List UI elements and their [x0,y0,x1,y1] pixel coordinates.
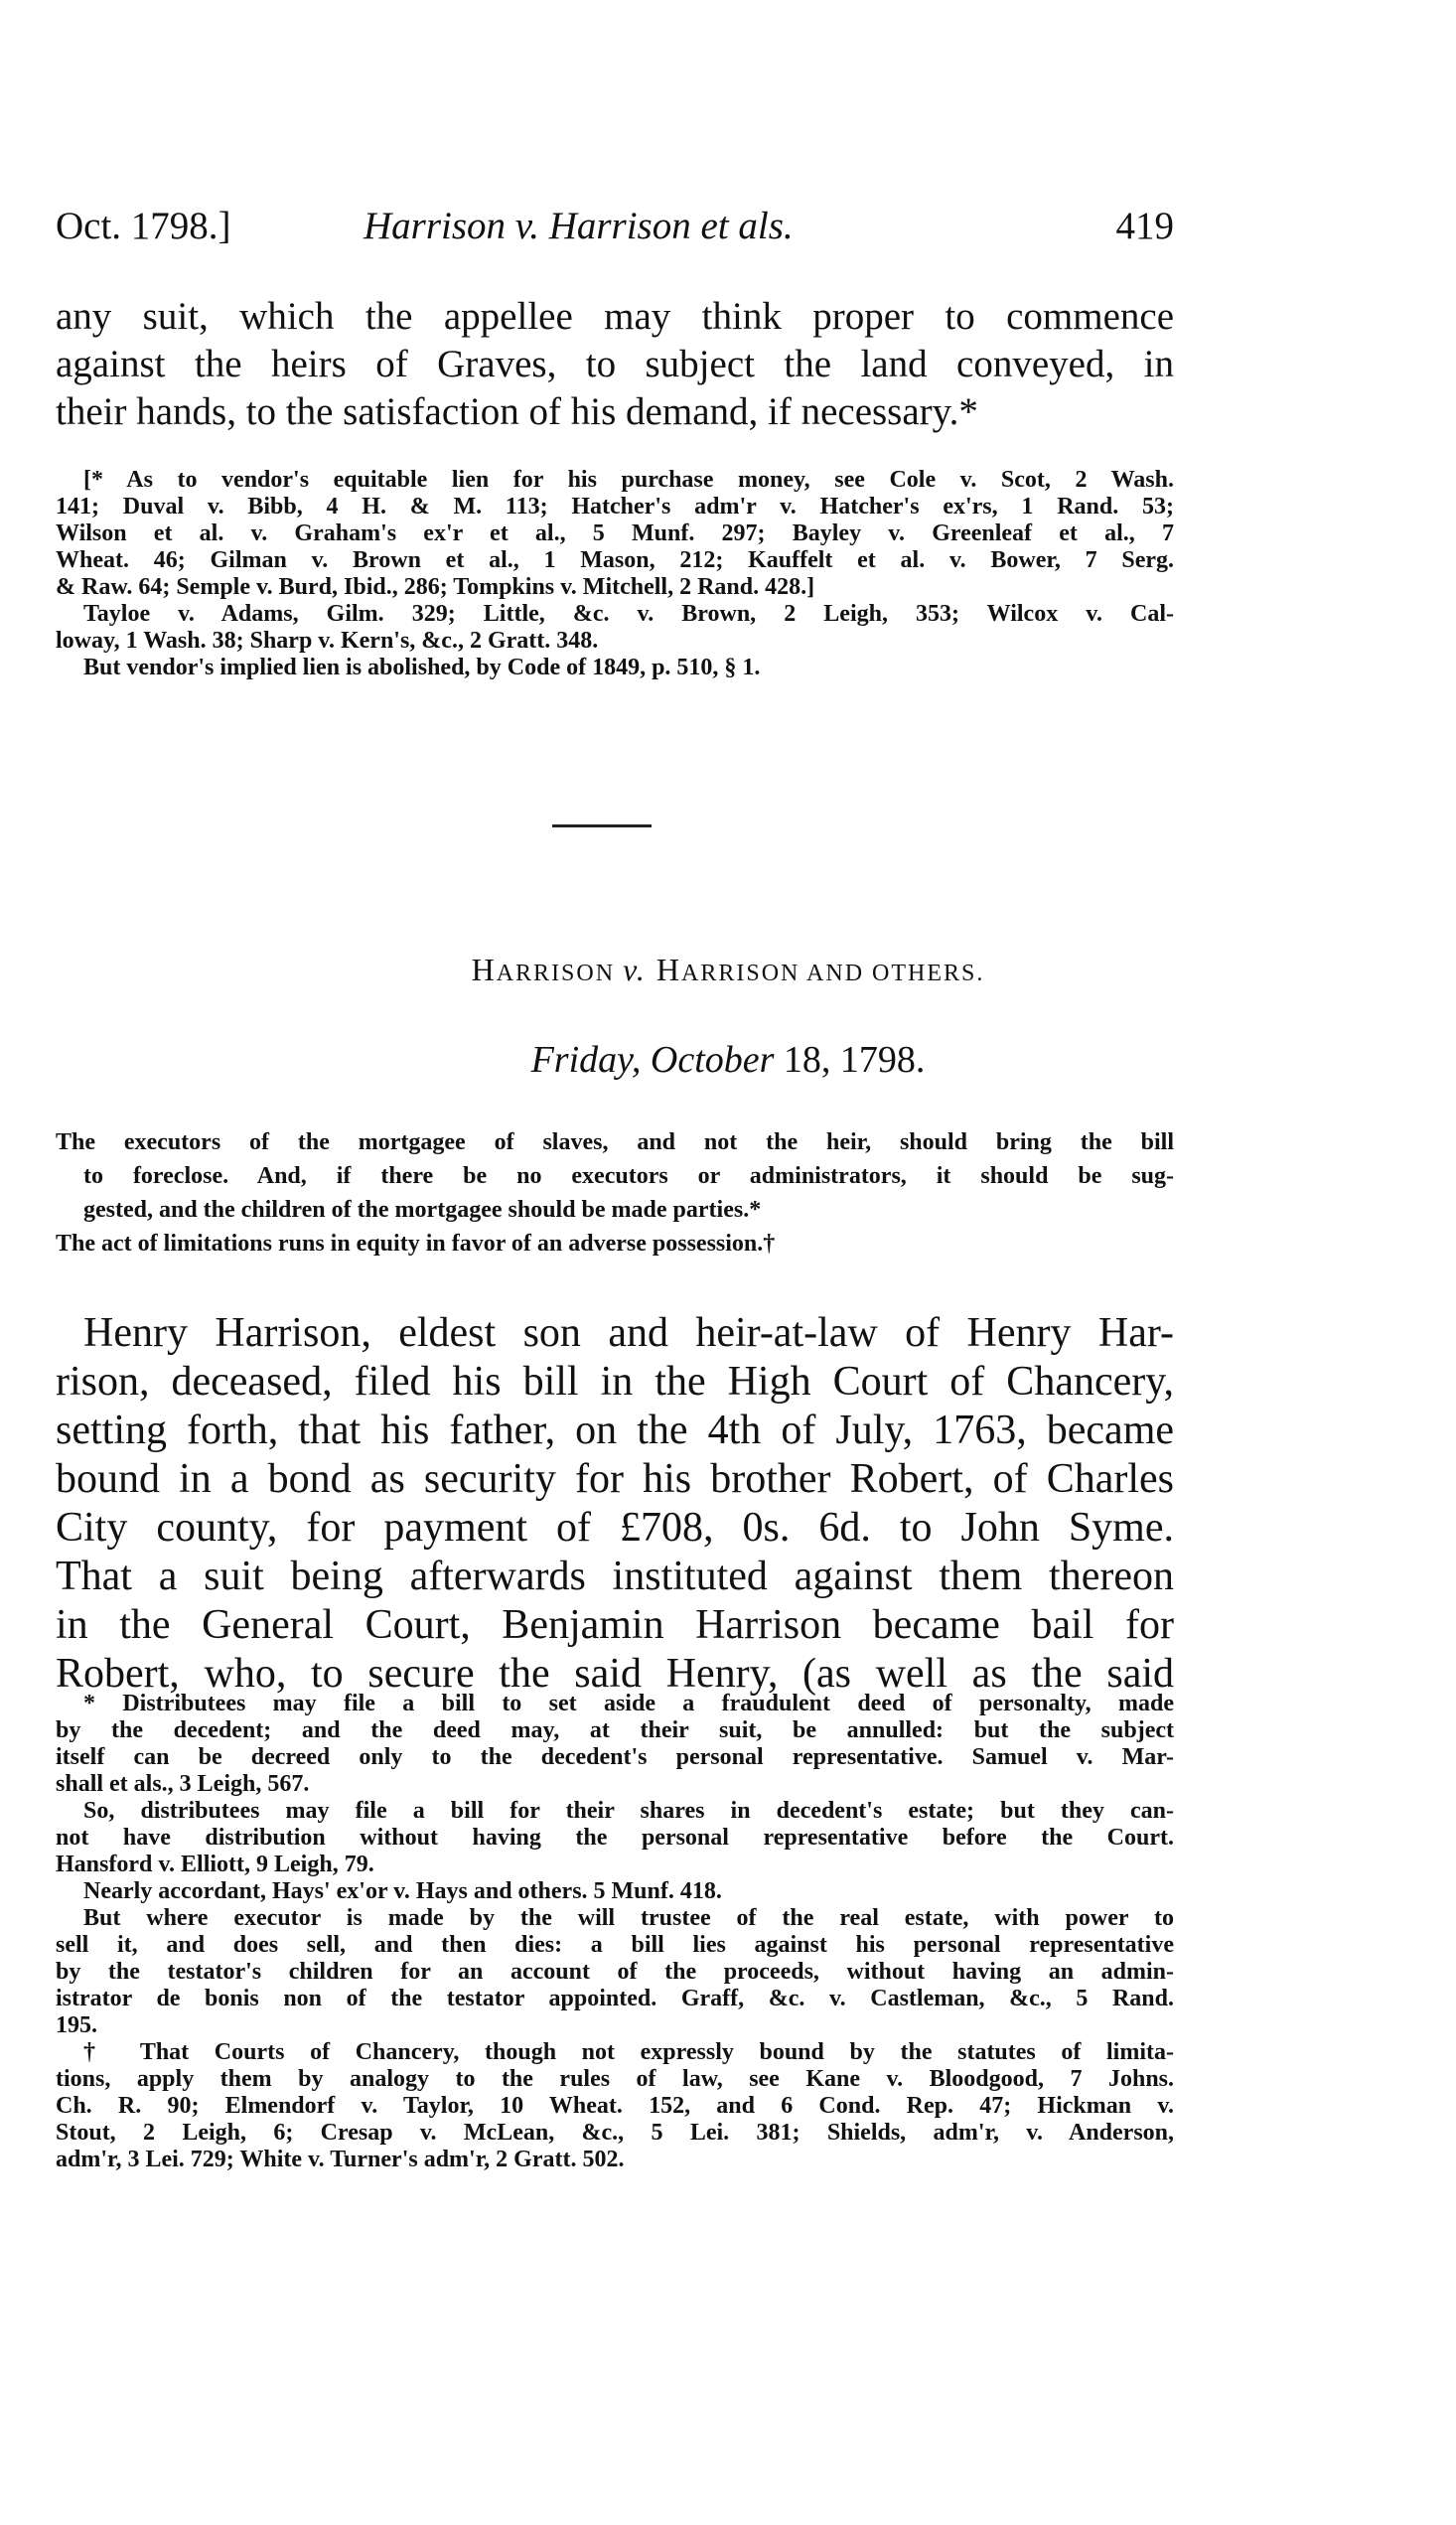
footnote-line: tions, apply them by analogy to the rules of law, see Kane v. Bloodgood, 7 Johns. [56,2066,1174,2092]
running-header [56,204,1174,263]
date-day: Friday, [530,1039,642,1081]
case-title [0,952,1456,988]
footnote-line: 141; Duval v. Bibb, 4 H. & M. 113; Hatcher's adm'r v. Hatcher's ex'rs, 1 Rand. 53; [56,494,1174,520]
footnote-line: Wheat. 46; Gilman v. Brown et al., 1 Mason, 212; Kauffelt et al. v. Bower, 7 Serg. [56,547,1174,573]
body-line: in the General Court, Benjamin Harrison became bail for [56,1602,1174,1648]
footnote-line: Nearly accordant, Hays' ex'or v. Hays and others. 5 Munf. 418. [83,1878,722,1904]
header-date: Oct. 1798.] [56,205,231,247]
footnote-vendor-lien [56,467,1174,681]
date-month: October [650,1039,775,1081]
carryover-paragraph [56,293,1174,436]
footnote-line: istrator de bonis non of the testator appointed. Graff, &c. v. Castleman, &c., 5 Rand. [56,1986,1174,2011]
footnote-line: Ch. R. 90; Elmendorf v. Taylor, 10 Wheat. 152, and 6 Cond. Rep. 47; Hickman v. [56,2093,1174,2119]
footnote-line: sell it, and does sell, and then dies: a bill lies against his personal representative [56,1932,1174,1958]
footnote-line: But where executor is made by the will trustee of the real estate, with power to [83,1905,1174,1931]
footnote-line: by the decedent; and the deed may, at their suit, be annulled: but the subject [56,1717,1174,1743]
section-divider [552,824,652,827]
footnote-line: 195. [56,2012,97,2038]
title-versus: v. [623,952,647,987]
footnotes-bottom [56,1691,1174,2173]
decision-date [0,1038,1456,1082]
title-initial: H [471,952,497,987]
footnote-line: * Distributees may file a bill to set aside a fraudulent deed of personalty, made [83,1691,1174,1716]
body-line: Robert, who, to secure the said Henry, (as well as the said [56,1651,1174,1697]
body-line: bound in a bond as security for his brother Robert, of Charles [56,1456,1174,1502]
headnote-line: The executors of the mortgagee of slaves, and not the heir, should bring the bill [56,1129,1174,1155]
title-initial: H [646,952,682,987]
footnote-line: [* As to vendor's equitable lien for his purchase money, see Cole v. Scot, 2 Wash. [83,467,1174,493]
body-line: Henry Harrison, eldest son and heir-at-law of Henry Har- [83,1310,1174,1356]
title-smallcaps: ARRISON AND OTHERS. [681,961,985,986]
footnote-line: Wilson et al. v. Graham's ex'r et al., 5 Munf. 297; Bayley v. Greenleaf et al., 7 [56,520,1174,546]
page-number: 419 [1115,205,1174,247]
headnotes [56,1125,1174,1261]
footnote-line: not have distribution without having the personal representative before the Court. [56,1825,1174,1851]
footnote-line: adm'r, 3 Lei. 729; White v. Turner's adm'r, 2 Gratt. 502. [56,2147,625,2172]
footnote-line: shall et als., 3 Leigh, 567. [56,1771,310,1797]
body-line: setting forth, that his father, on the 4th of July, 1763, became [56,1408,1174,1453]
footnote-line: loway, 1 Wash. 38; Sharp v. Kern's, &c., 2 Gratt. 348. [56,628,599,654]
headnote-line: to foreclose. And, if there be no executors or administrators, it should be sug- [83,1163,1174,1189]
title-smallcaps: ARRISON [496,961,624,986]
footnote-line: itself can be decreed only to the decedent's personal representative. Samuel v. Mar- [56,1744,1174,1770]
body-line: City county, for payment of £708, 0s. 6d. to John Syme. [56,1505,1174,1551]
header-case-title: Harrison v. Harrison et als. [364,205,794,247]
footnote-line: But vendor's implied lien is abolished, by Code of 1849, p. 510, § 1. [83,655,761,680]
date-rest: 18, 1798. [783,1039,926,1081]
footnote-line: † That Courts of Chancery, though not expressly bound by the statutes of limita- [83,2039,1174,2065]
text-line: any suit, which the appellee may think proper to commence [56,295,1174,338]
text-line: their hands, to the satisfaction of his demand, if necessary.* [56,390,978,433]
body-line: rison, deceased, filed his bill in the High Court of Chancery, [56,1359,1174,1405]
footnote-line: So, distributees may file a bill for their shares in decedent's estate; but they can- [83,1798,1174,1824]
opinion-body [56,1309,1174,1699]
footnote-line: Hansford v. Elliott, 9 Leigh, 79. [56,1852,374,1877]
footnote-line: by the testator's children for an account of the proceeds, without having an admin- [56,1959,1174,1985]
footnote-line: Stout, 2 Leigh, 6; Cresap v. McLean, &c., 5 Lei. 381; Shields, adm'r, v. Anderson, [56,2120,1174,2146]
headnote-line: gested, and the children of the mortgagee should be made parties.* [83,1197,762,1223]
text-line: against the heirs of Graves, to subject the land conveyed, in [56,343,1174,385]
headnote-line: The act of limitations runs in equity in favor of an adverse possession.† [56,1231,776,1257]
footnote-line: Tayloe v. Adams, Gilm. 329; Little, &c. v. Brown, 2 Leigh, 353; Wilcox v. Cal- [83,601,1174,627]
footnote-line: & Raw. 64; Semple v. Burd, Ibid., 286; Tompkins v. Mitchell, 2 Rand. 428.] [56,574,815,600]
body-line: That a suit being afterwards instituted against them thereon [56,1554,1174,1599]
